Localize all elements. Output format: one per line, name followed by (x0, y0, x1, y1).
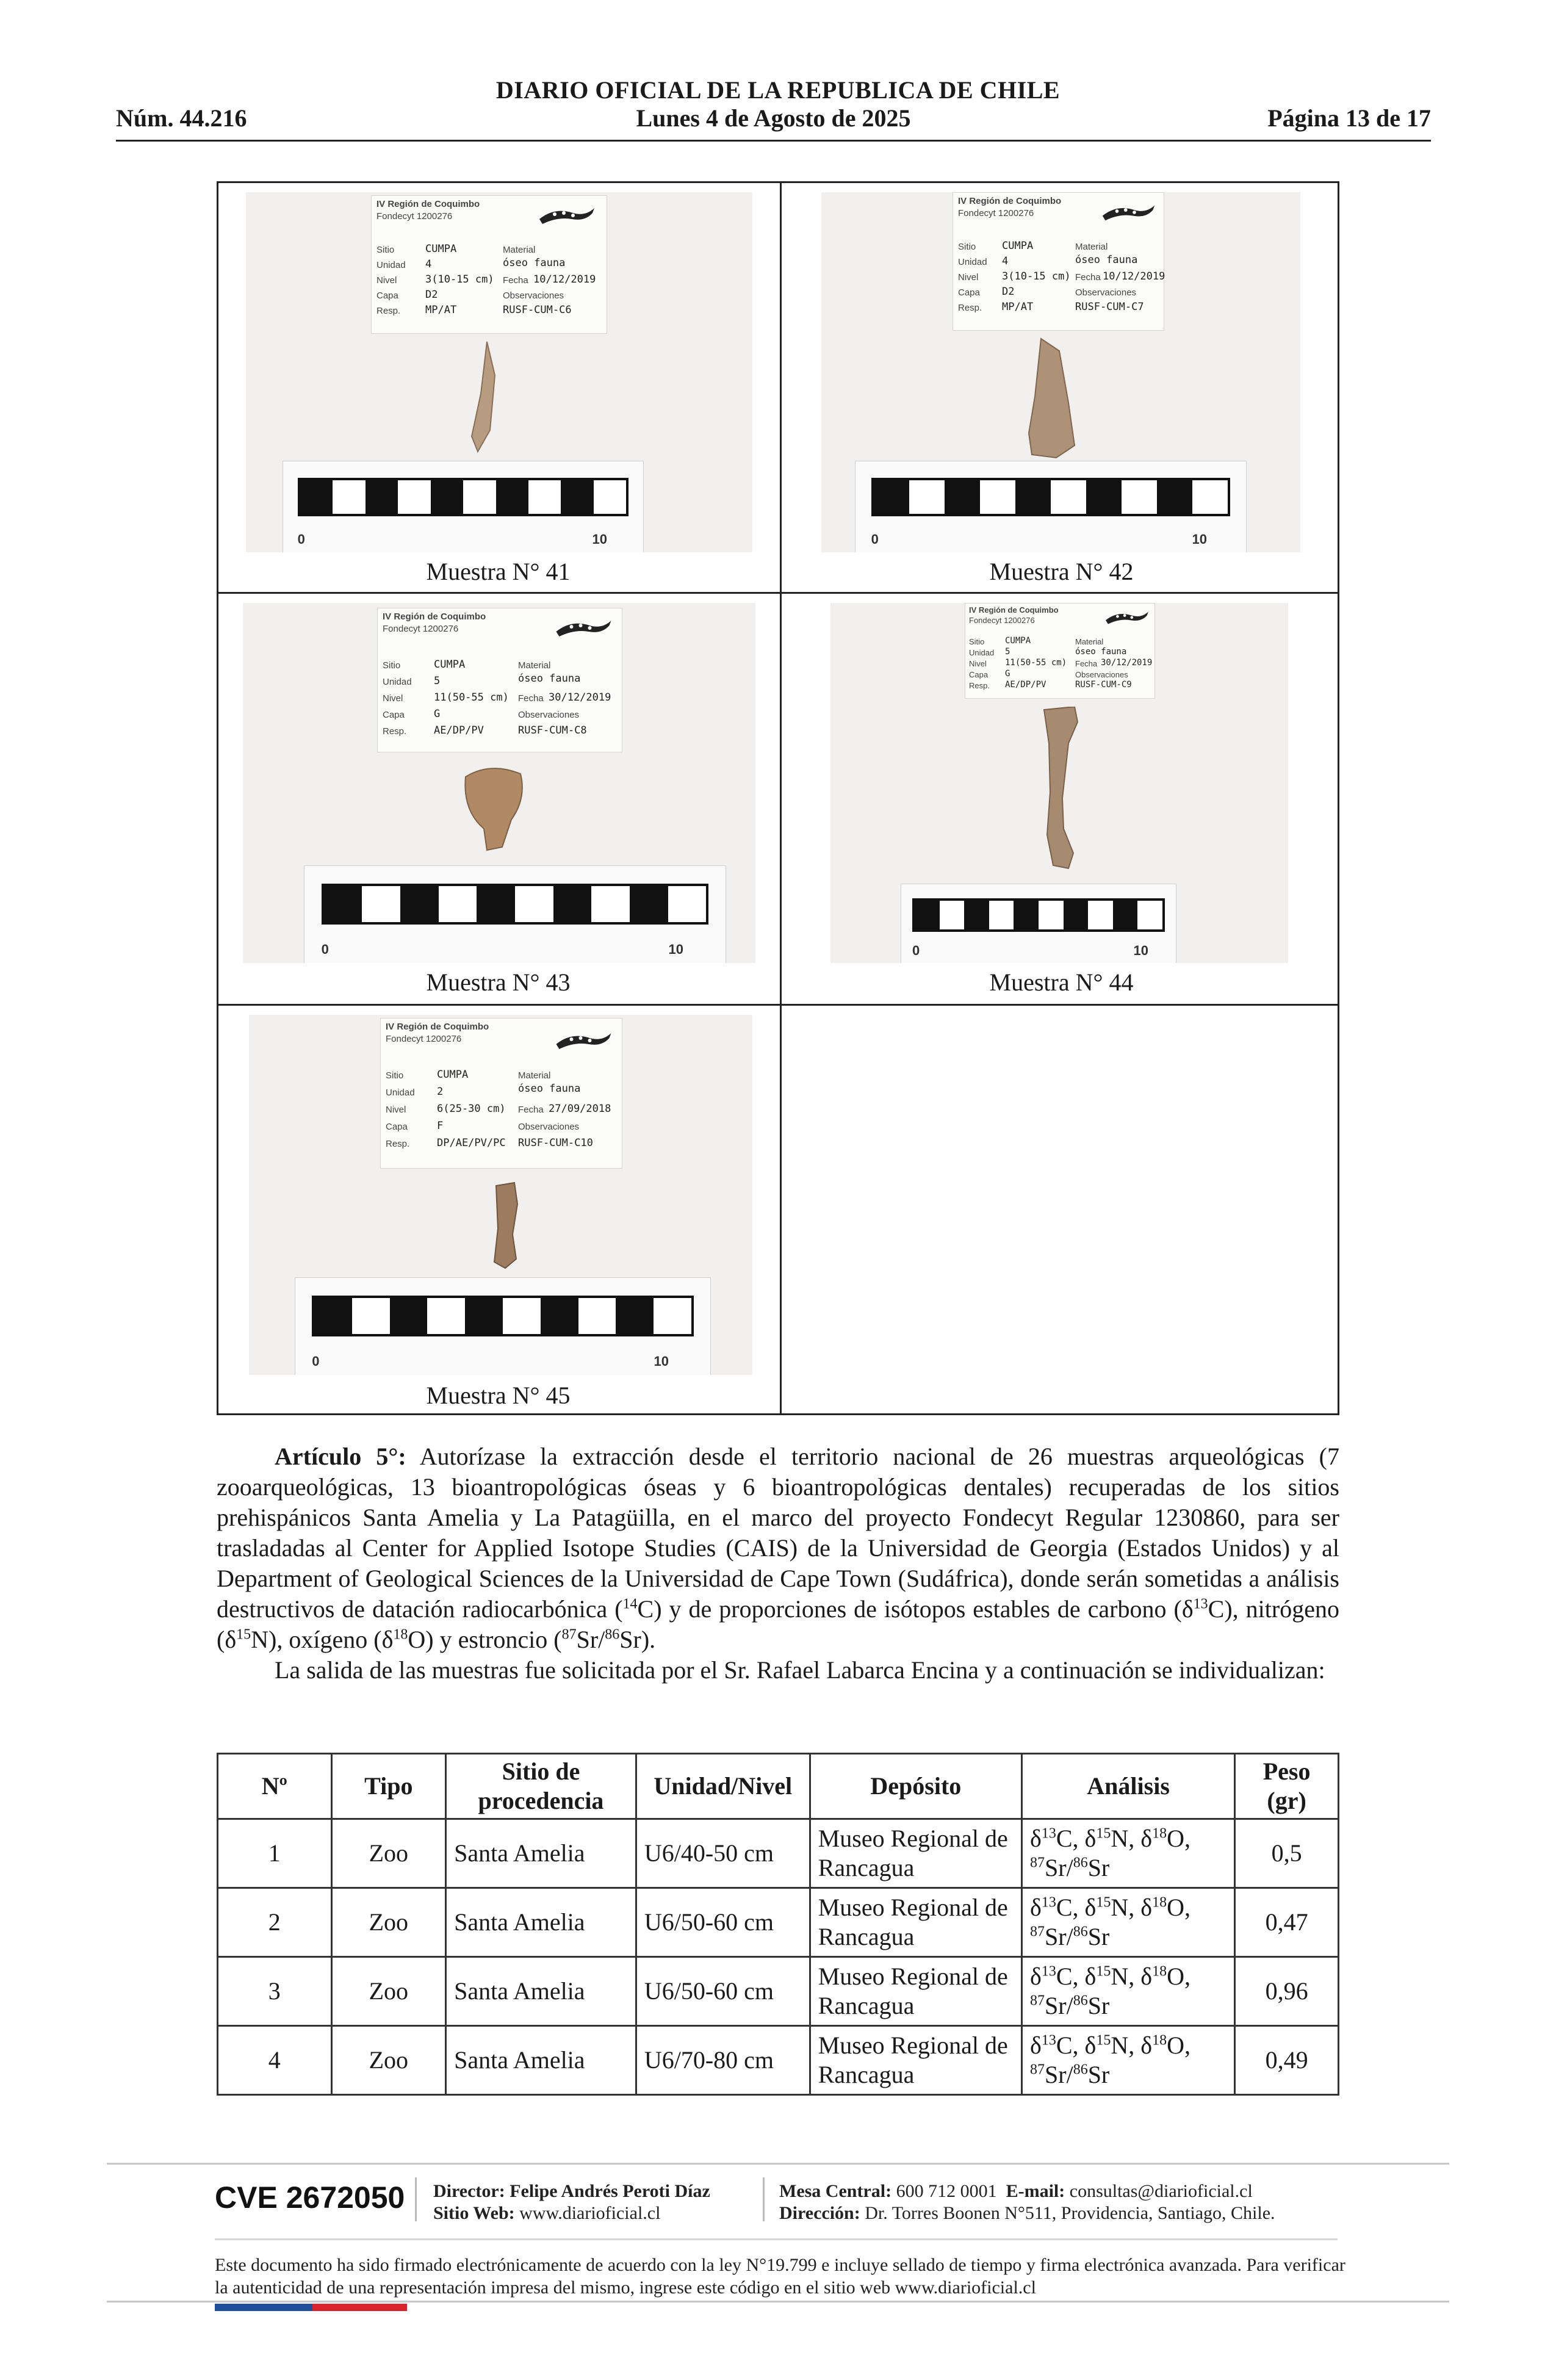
table-row: 4 Zoo Santa Amelia U6/70-80 cm Museo Regional de Rancagua $\delta^{13}C$, $\delta^{15}N$, $\delta^{18}O$, $^{87}$Sr/$^{86}$Sr 0,49 (218, 2026, 1339, 2095)
sample-photo (830, 603, 1288, 963)
newspaper-title: DIARIO OFICIAL DE LA REPUBLICA DE CHILE (495, 76, 1061, 104)
scale-ruler: 0 10 (901, 884, 1176, 963)
flag-blue-segment (215, 2304, 312, 2311)
col-header-number: Nº (218, 1754, 332, 1819)
sample-photo (249, 1015, 752, 1375)
page-number: Página 13 de 17 (1267, 104, 1431, 132)
analysis-cell: $\delta^{13}C$, $\delta^{15}N$, $\delta^{18}O$, $^{87}$Sr/$^{86}$Sr (1022, 1819, 1235, 1888)
signature-disclaimer: Este documento ha sido firmado electrónicamente de acuerdo con la ley N°19.799 e incluye sellado de tiempo y firma electrónica avanzada. Para verificar la autenticidad de una representación impresa del mismo, ingrese este código en el sitio web www.diarioficial.cl (215, 2255, 1345, 2298)
lizard-logo-icon (1103, 606, 1151, 627)
scale-ruler: 0 10 (283, 461, 644, 552)
sample-photo (243, 603, 755, 963)
footer-mid-rule (215, 2238, 1338, 2240)
col-header-peso: Peso (gr) (1235, 1754, 1339, 1819)
sample-caption: Muestra N° 41 (426, 558, 571, 585)
phone-number: 600 712 0001 (896, 2181, 997, 2201)
sample-caption: Muestra N° 45 (426, 1382, 571, 1409)
sample-cell-41 (218, 183, 778, 592)
header-row (116, 104, 1431, 134)
sample-photo-grid (217, 181, 1339, 1415)
table-header-row (218, 1754, 1339, 1819)
footer-top-rule (107, 2163, 1449, 2165)
analysis-cell: $\delta^{13}C$, $\delta^{15}N$, $\delta^{18}O$, $^{87}$Sr/$^{86}$Sr (1022, 1957, 1235, 2026)
bone-fragment-image (481, 1180, 530, 1271)
sample-cell-43 (218, 594, 778, 1004)
footer-contact-block: Mesa Central: 600 712 0001 E-mail: consultas@diarioficial.cl Dirección: Dr. Torres Boonen N°511, Providencia, Santiago, Chile. (779, 2181, 1275, 2223)
sample-caption: Muestra N° 42 (989, 558, 1134, 585)
website-link[interactable]: www.diarioficial.cl (519, 2203, 661, 2223)
director-name: Felipe Andrés Peroti Díaz (510, 2181, 710, 2201)
footer-separator (763, 2177, 765, 2221)
col-header-sitio: Sitio de procedencia (446, 1754, 636, 1819)
catalog-label-card: IV Región de Coquimbo Fondecyt 1200276 Sitio CUMPA Unidad 4 Nivel 3(10-15 cm) Capa D2 Resp. MP/AT Material óseo fauna Fecha 10/12/2019 Observaciones RUSF-CUM-C6 (371, 195, 607, 334)
col-header-analisis: Análisis (1022, 1754, 1235, 1819)
table-row: 3 Zoo Santa Amelia U6/50-60 cm Museo Regional de Rancagua $\delta^{13}C$, $\delta^{15}N$, $\delta^{18}O$, $^{87}$Sr/$^{86}$Sr 0,96 (218, 1957, 1339, 2026)
issue-number: Núm. 44.216 (116, 104, 247, 132)
flag-color-bar (215, 2304, 407, 2311)
catalog-label-card: IV Región de Coquimbo Fondecyt 1200276 Sitio CUMPA Unidad 4 Nivel 3(10-15 cm) Capa D2 Resp. MP/AT Material óseo fauna Fecha 10/12/2019 Observaciones RUSF-CUM-C7 (953, 192, 1164, 331)
bone-fragment-image (1017, 336, 1084, 464)
address: Dr. Torres Boonen N°511, Providencia, Santiago, Chile. (865, 2203, 1275, 2223)
email-link[interactable]: consultas@diarioficial.cl (1069, 2181, 1253, 2201)
bone-fragment-image (453, 762, 533, 853)
sample-cell-42 (782, 183, 1341, 592)
lizard-logo-icon (536, 201, 597, 228)
scale-ruler: 0 10 (295, 1277, 711, 1375)
table-row: 1 Zoo Santa Amelia U6/40-50 cm Museo Regional de Rancagua $\delta^{13}C$, $\delta^{15}N$, $\delta^{18}O$, $^{87}$Sr/$^{86}$Sr 0,5 (218, 1819, 1339, 1888)
table-row: 2 Zoo Santa Amelia U6/50-60 cm Museo Regional de Rancagua $\delta^{13}C$, $\delta^{15}N$, $\delta^{18}O$, $^{87}$Sr/$^{86}$Sr 0,47 (218, 1888, 1339, 1957)
lizard-logo-icon (552, 613, 616, 641)
samples-table (217, 1753, 1339, 2096)
sample-caption: Muestra N° 44 (989, 968, 1134, 996)
lizard-logo-icon (1100, 198, 1158, 225)
col-header-tipo: Tipo (331, 1754, 446, 1819)
scale-ruler: 0 10 (855, 461, 1247, 552)
catalog-label-card: IV Región de Coquimbo Fondecyt 1200276 Sitio CUMPA Unidad 2 Nivel 6(25-30 cm) Capa F Resp. DP/AE/PV/PC Material óseo fauna Fecha 27/09/2018 Observaciones RUSF-CUM-C10 (380, 1018, 622, 1169)
issue-date: Lunes 4 de Agosto de 2025 (636, 104, 911, 132)
analysis-cell: $\delta^{13}C$, $\delta^{15}N$, $\delta^{18}O$, $^{87}$Sr/$^{86}$Sr (1022, 1888, 1235, 1957)
sample-cell-44 (782, 594, 1341, 1004)
catalog-label-card: IV Región de Coquimbo Fondecyt 1200276 Sitio CUMPA Unidad 5 Nivel 11(50-55 cm) Capa G Resp. AE/DP/PV Material óseo fauna Fecha 30/12/2019 Observaciones RUSF-CUM-C9 (965, 603, 1155, 699)
scale-ruler: 0 10 (304, 865, 726, 963)
sample-caption: Muestra N° 43 (426, 968, 571, 996)
header-rule (116, 140, 1431, 142)
catalog-label-card: IV Región de Coquimbo Fondecyt 1200276 Sitio CUMPA Unidad 5 Nivel 11(50-55 cm) Capa G Resp. AE/DP/PV Material óseo fauna Fecha 30/12/2019 Observaciones RUSF-CUM-C8 (377, 608, 622, 752)
footer-bottom-rule (107, 2301, 1449, 2302)
article-5-paragraph: Artículo 5°: Autorízase la extracción desde el territorio nacional de 26 muestras arqueológicas (7 zooarqueológicas, 13 bioantropológicas óseas y 6 bioantropológicas dentales) recuperadas de los sitios prehispánicos Santa Amelia y La Patagüilla, en el marco del proyecto Fondecyt Regular 1230860, para ser trasladadas al Center for Applied Isotope Studies (CAIS) de la Universidad de Georgia (Estados Unidos) y al Department of Geological Sciences de la Universidad de Cape Town (Sudáfrica), donde serán sometidas a análisis destructivos de datación radiocarbónica ($^{14}$C) y de proporciones de isótopos estables de carbono $(\delta^{13}C)$, nitrógeno $(\delta^{15}N)$, oxígeno $(\delta^{18}O)$ y estroncio ($^{87}$Sr/$^{86}$Sr). La salida de las muestras fue solicitada por el Sr. Rafael Labarca Encina y a continuación se individualizan: (217, 1441, 1339, 1686)
col-header-deposito: Depósito (810, 1754, 1021, 1819)
sample-cell-45 (218, 1006, 778, 1415)
footer-director-block: Director: Felipe Andrés Peroti Díaz Sitio Web: www.diarioficial.cl (433, 2181, 710, 2223)
request-paragraph: La salida de las muestras fue solicitada por el Sr. Rafael Labarca Encina y a continuación se individualizan: (275, 1656, 1325, 1684)
cve-code: CVE 2672050 (215, 2180, 405, 2215)
flag-red-segment (312, 2304, 407, 2311)
lizard-logo-icon (552, 1026, 616, 1053)
sample-photo (821, 192, 1300, 552)
bone-fragment-image (1026, 707, 1093, 871)
article-heading: Artículo 5°: (275, 1443, 406, 1470)
sample-photo (246, 192, 752, 552)
col-header-unidad: Unidad/Nivel (636, 1754, 810, 1819)
bone-fragment-image (453, 339, 514, 461)
analysis-cell: $\delta^{13}C$, $\delta^{15}N$, $\delta^{18}O$, $^{87}$Sr/$^{86}$Sr (1022, 2026, 1235, 2095)
footer-separator (415, 2177, 417, 2221)
